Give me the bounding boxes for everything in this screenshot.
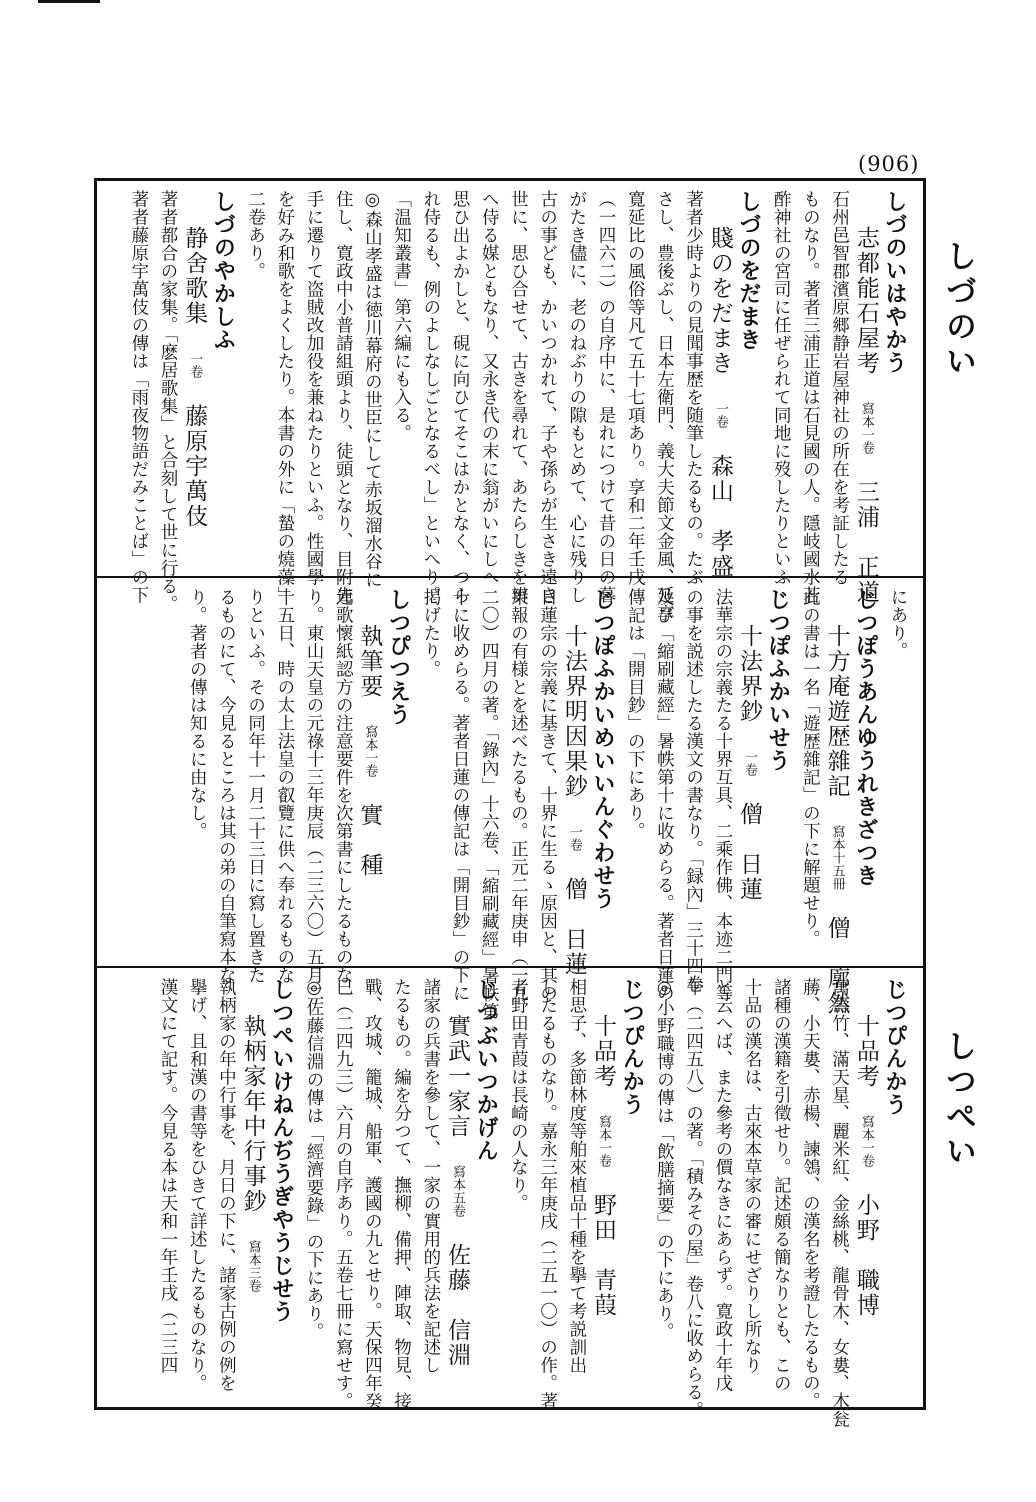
entry-title-line [239, 1014, 266, 1318]
entry-title: 十品考 [590, 1014, 616, 1089]
side-heading-top: しづのい [940, 240, 976, 380]
entry-volume: 寫本一卷 [362, 725, 378, 777]
entry-reading: じつぽふかいめいいんぐわせう [590, 588, 616, 910]
body-text-column: 傳記は「開目鈔」の下にあり。 [625, 588, 646, 840]
body-text-column: 著者藤原宇萬伎の傳は「雨夜物語だみことば」の下 [128, 190, 149, 604]
page-number: (906) [858, 152, 920, 176]
side-heading-bottom: しつぺい [940, 1030, 976, 1170]
body-text-column: 戰、攻城、籠城、船軍、護國の九とせり。天保四年癸 [362, 978, 383, 1410]
body-text-column: 者野田青葭は長崎の人なり。 [508, 978, 529, 1212]
entry-title-line [852, 1014, 879, 1318]
body-text-column: と云へば、また參考の價なきにあらず。寛政十年戊 [712, 978, 733, 1392]
entry-author: 實 種 [356, 803, 383, 878]
body-text-column: 十に收めらる。著者日蓮の傳記は「開目鈔」の下に [450, 588, 470, 1002]
entry-title-line [823, 624, 850, 1016]
entry-volume: 寫本十五冊 [829, 825, 845, 890]
entry-title: 十法界明因果鈔 [560, 624, 587, 799]
body-text-column: ◎佐藤信淵の傳は「經濟要錄」の下にあり。 [304, 978, 324, 1341]
entry-reading: しつぴつえう [385, 588, 412, 726]
entry-title-line [852, 226, 879, 605]
entry-title: 十品考 [852, 1014, 879, 1089]
body-text-column: 住し、寛政中小普請組頭より、徒頭となり、目附先 [333, 190, 354, 604]
entry-author: 佐藤 信淵 [444, 1243, 470, 1368]
entry-author: 藤原宇萬伎 [181, 404, 208, 529]
body-text-column: がたき儘に、老のねぶりの隙もとめて、心に残りし [566, 190, 587, 604]
body-text-column: 手に遷りて盗賊改加役を兼ねたりといふ。性國學 [304, 190, 324, 586]
body-text-column: ものなり。著者三浦正道は石見國の人。隱岐國水若 [800, 190, 821, 604]
entry-title: 十法界鈔 [736, 624, 762, 724]
body-text-column: 十五日、時の太上法皇の叡覽に供へ奉れるものな [274, 588, 295, 984]
entry-volume: 一卷 [187, 352, 203, 378]
body-text-column: （一四六二）の自序中に、是れにつけて昔の日の暮 [596, 190, 616, 604]
entry-title: 十方庵遊歴雜記 [823, 624, 850, 799]
entry-author: 僧 廓然 [823, 916, 850, 1016]
entry-title-line [738, 624, 760, 902]
entry-author: 僧 日蓮 [736, 802, 762, 902]
entry-title: 静舍歌集 [181, 226, 208, 326]
entry-title-line [356, 624, 383, 878]
entry-title: 執柄家年中行事鈔 [239, 1014, 266, 1214]
body-text-column: 及び「縮刷藏經」暑帙第十に收めらる。著者日蓮の [654, 588, 675, 1002]
entry-title: 賤のをだまき [706, 226, 733, 376]
body-text-column: 午（二四五八）の著。「積みその屋」卷八に收めらる。 [683, 978, 704, 1420]
entry-author: 森山 孝盛 [706, 454, 733, 579]
body-text-column: 思ひ出よかしと、硯に向ひてそこはかとなく、つら [450, 190, 470, 604]
body-text-column: り。著者の傳は知るに由なし。 [187, 588, 208, 840]
entry-reading: じつぽふかいせう [765, 588, 792, 772]
body-text-column: したるものなり。嘉永三年庚戌（二五一〇）の作。著 [537, 978, 558, 1410]
body-text-column: 巳（二四九三）六月の自序あり。五卷七冊に寫せす。 [333, 978, 354, 1410]
entry-reading: しつぺいけねんぢうぎやうじせう [268, 978, 295, 1323]
body-text-column: の事を説述したる漢文の書なり。「録內」三十四卷 [683, 588, 704, 994]
body-text-column: 擧げ、且和漢の書等をひきて詳述したるものなり。 [187, 978, 208, 1392]
entry-reading: じつぶいつかげん [473, 978, 500, 1162]
entry-title-line [592, 1014, 614, 1318]
body-text-column: ◎小野職博の傳は「飲膳摘要」の下にあり。 [654, 978, 675, 1341]
entry-title-line [706, 226, 733, 579]
body-text-column: 諸種の漢籍を引徵せり。記述頗る簡なりとも、この [771, 978, 792, 1392]
body-text-column: 著者都合の家集。「麽居歌集」と合刻して世に行る。 [158, 190, 178, 614]
body-text-column: 酢神社の宮司に任ぜられて同地に歿したりといふ [771, 190, 792, 586]
entry-reading: しづのやかしふ [210, 190, 237, 351]
entry-reading: しづのをだまき [736, 190, 762, 351]
body-text-column: 寛延比の風俗等凡て五十七項あり。享和二年壬戌 [625, 190, 646, 586]
body-text-column: 著者少時よりの見聞事歴を随筆したるもの。たぶ [683, 190, 704, 586]
body-text-column: 二〇）四月の著。「錄內」十六卷、「縮刷藏經」暑帙第 [479, 588, 500, 1021]
entry-volume: 一卷 [742, 750, 757, 776]
body-text-column: ◎森山孝盛は徳川幕府の世臣にして赤坂溜水谷に [362, 190, 383, 589]
entry-author: 僧 日蓮 [560, 877, 587, 977]
body-text-column: へ侍る媒ともなり、又永き代の末に翁がいにしへ [479, 190, 500, 586]
body-text-column: 相思子、多節林度等舶來植品十種を擧て考説訓出 [566, 978, 587, 1374]
entry-volume: 寫本一卷 [596, 1115, 611, 1167]
body-text-column: たるもの。編を分つて、撫柳、備押、陣取、物見、接 [391, 978, 412, 1410]
body-text-column: 世に、思ひ合せて、古きを尋れて、あたらしきを辨 [508, 190, 529, 604]
entry-author: 三浦 正道 [852, 480, 879, 605]
entry-title: 實武一家言 [444, 1014, 470, 1139]
entry-title: 執筆要 [356, 624, 383, 699]
body-text-column: り。東山天皇の元祿十三年庚辰（二三六〇）五月二 [304, 588, 324, 1002]
entry-title-line [181, 226, 208, 529]
body-text-column: 「温知叢書」第六編にも入る。 [391, 190, 412, 442]
entry-volume: 寫本三卷 [245, 1240, 261, 1292]
body-text-column: さし、豊後ぶし、日本左衛門、義大夫節文金風、延享 [654, 190, 675, 622]
entry-reading: じつぴんかう [619, 978, 646, 1116]
body-text-column: 石州邑智郡濱原郷静岩屋神社の所在を考証したる [829, 190, 850, 586]
body-text-column: 執柄家の年中行事を、月日の下に、諸家古例の例を [216, 978, 237, 1392]
entry-author: 野田 青葭 [590, 1193, 616, 1318]
body-text-column: 此の書は一名「遊歴雜記」の下に解題せり。 [800, 588, 821, 948]
entry-title-line [446, 1014, 468, 1368]
body-text-column: を好み和歌をよくしたり。本書の外に「蟄の燒藻」 [274, 190, 295, 604]
body-text-column: 十品の漢名は、古來本草家の審にせざりし所なり [742, 978, 762, 1374]
entry-volume: 寫本五卷 [450, 1165, 465, 1217]
body-text-column: 日蓮宗の宗義に基きて、十界に生るゝ原因と、其の [537, 588, 558, 1002]
body-text-column: りといふ。その同年十一月二十三日に寫し置きた [245, 588, 266, 984]
body-text-column: にあり。 [888, 588, 908, 660]
body-text-column: 漢文にて記す。今見る本は天和一年壬戌（二三四 [158, 978, 178, 1374]
entry-volume: 一卷 [566, 825, 582, 851]
body-text-column: 連歌懷紙認方の注意要件を次第書にしたるものな [333, 588, 354, 984]
body-text-column: るものにて、今見るところは其の弟の自筆寫本な [216, 588, 237, 984]
entry-title: 志都能石屋考 [852, 226, 879, 376]
corner-mark [38, 0, 100, 3]
entry-reading: じつぽうあんゆうれきざつき [852, 588, 879, 887]
entry-reading: しづのいはやかう [882, 190, 908, 374]
entry-reading: じつぴんかう [882, 978, 908, 1116]
body-text-column: 蕂、小天婁、赤楊、諫鴒、の漢名を考證したるもの。 [800, 978, 821, 1410]
entry-author: 小野 職博 [852, 1193, 879, 1318]
entry-volume: 寫本一卷 [858, 402, 874, 454]
body-text-column: 古の事ども、かいつかれて、子や孫らが生さき遠き [537, 190, 558, 604]
body-text-column: れ侍るも、例のよしなしごとなるべし」といへり。 [420, 190, 441, 604]
body-text-column: 萬壽竹、滿天星、麗米紅、金絲桃、龍骨木、女婁、木瓮 [829, 978, 850, 1428]
body-text-column: 掲げたり。 [420, 588, 441, 678]
body-text-column: 二卷あり。 [245, 190, 266, 280]
body-text-column: 法華宗の宗義たる十界互具、二乘作佛、本迹二門等 [712, 588, 733, 1002]
entry-volume: 一卷 [712, 402, 728, 428]
body-text-column: 諸家の兵書を參して、一家の實用的兵法を記述し [420, 978, 441, 1374]
body-text-column: 果報の有様とを述べたるもの。正元二年庚申（一九 [508, 588, 529, 1002]
entry-volume: 寫本一卷 [858, 1115, 874, 1167]
entry-title-line [560, 624, 587, 977]
